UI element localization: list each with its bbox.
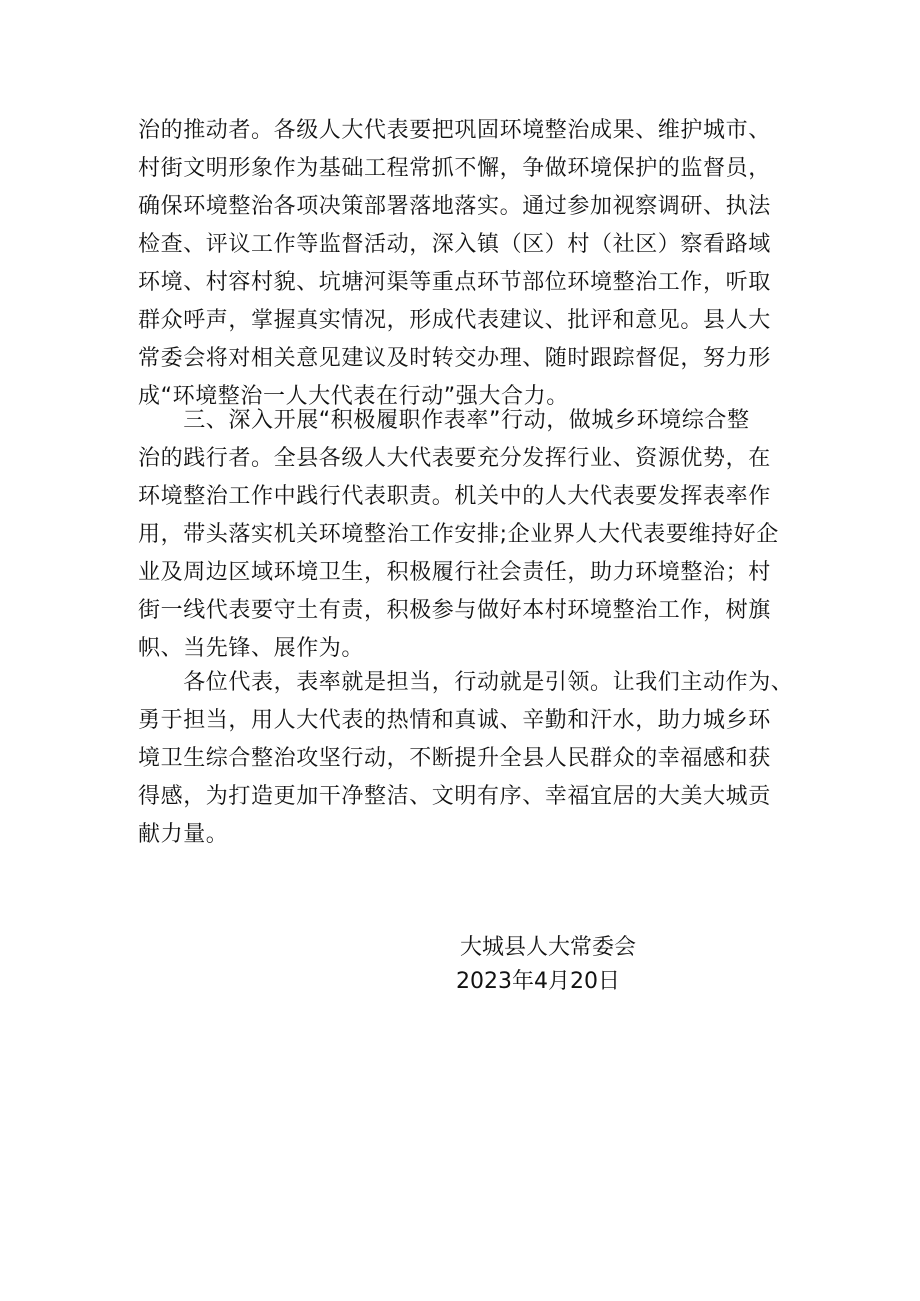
paragraph-line: 成“环境整治一人大代表在行动”强大合力。 <box>138 384 569 409</box>
paragraph-line: 得感，为打造更加干净整洁、文明有序、幸福宜居的大美大城贡 <box>138 784 771 809</box>
paragraph-line: 境卫生综合整治攻坚行动，不断提升全县人民群众的幸福感和获 <box>138 746 771 771</box>
paragraph-line: 常委会将对相关意见建议及时转交办理、随时跟踪督促，努力形 <box>138 346 771 371</box>
paragraph-line: 环境整治工作中践行代表职责。机关中的人大代表要发挥表率作 <box>138 484 771 509</box>
paragraph-line: 环境、村容村貌、坑塘河渠等重点环节部位环境整治工作，听取 <box>138 270 771 295</box>
paragraph-line: 帜、当先锋、展作为。 <box>138 636 365 661</box>
paragraph-line: 村街文明形象作为基础工程常抓不懈，争做环境保护的监督员， <box>138 156 771 181</box>
paragraph-line: 治的践行者。全县各级人大代表要充分发挥行业、资源优势，在 <box>138 446 771 471</box>
paragraph-2 <box>138 402 806 668</box>
paragraph-line: 检查、评议工作等监督活动，深入镇（区）村（社区）察看路域 <box>138 232 771 257</box>
paragraph-line: 各位代表，表率就是担当，行动就是引领。让我们主动作为、 <box>138 670 794 695</box>
signature-organization: 大城县人大常委会 <box>460 935 637 960</box>
paragraph-3 <box>138 664 806 854</box>
paragraph-line: 勇于担当，用人大代表的热情和真诚、辛勤和汗水，助力城乡环 <box>138 708 771 733</box>
paragraph-line: 确保环境整治各项决策部署落地落实。通过参加视察调研、执法 <box>138 194 771 219</box>
paragraph-line: 三、深入开展“积极履职作表率”行动，做城乡环境综合整 <box>138 408 750 433</box>
paragraph-line: 用，带头落实机关环境整治工作安排;企业界人大代表要维持好企 <box>138 522 779 547</box>
paragraph-line: 群众呼声，掌握真实情况，形成代表建议、批评和意见。县人大 <box>138 308 771 333</box>
paragraph-1 <box>138 112 806 416</box>
paragraph-line: 治的推动者。各级人大代表要把巩固环境整治成果、维护城市、 <box>138 118 771 143</box>
signature-date: 2023年4月20日 <box>456 969 620 994</box>
paragraph-line: 街一线代表要守土有责，积极参与做好本村环境整治工作，树旗 <box>138 598 771 623</box>
paragraph-line: 献力量。 <box>138 822 229 847</box>
paragraph-line: 业及周边区域环境卫生，积极履行社会责任，助力环境整治；村 <box>138 560 771 585</box>
